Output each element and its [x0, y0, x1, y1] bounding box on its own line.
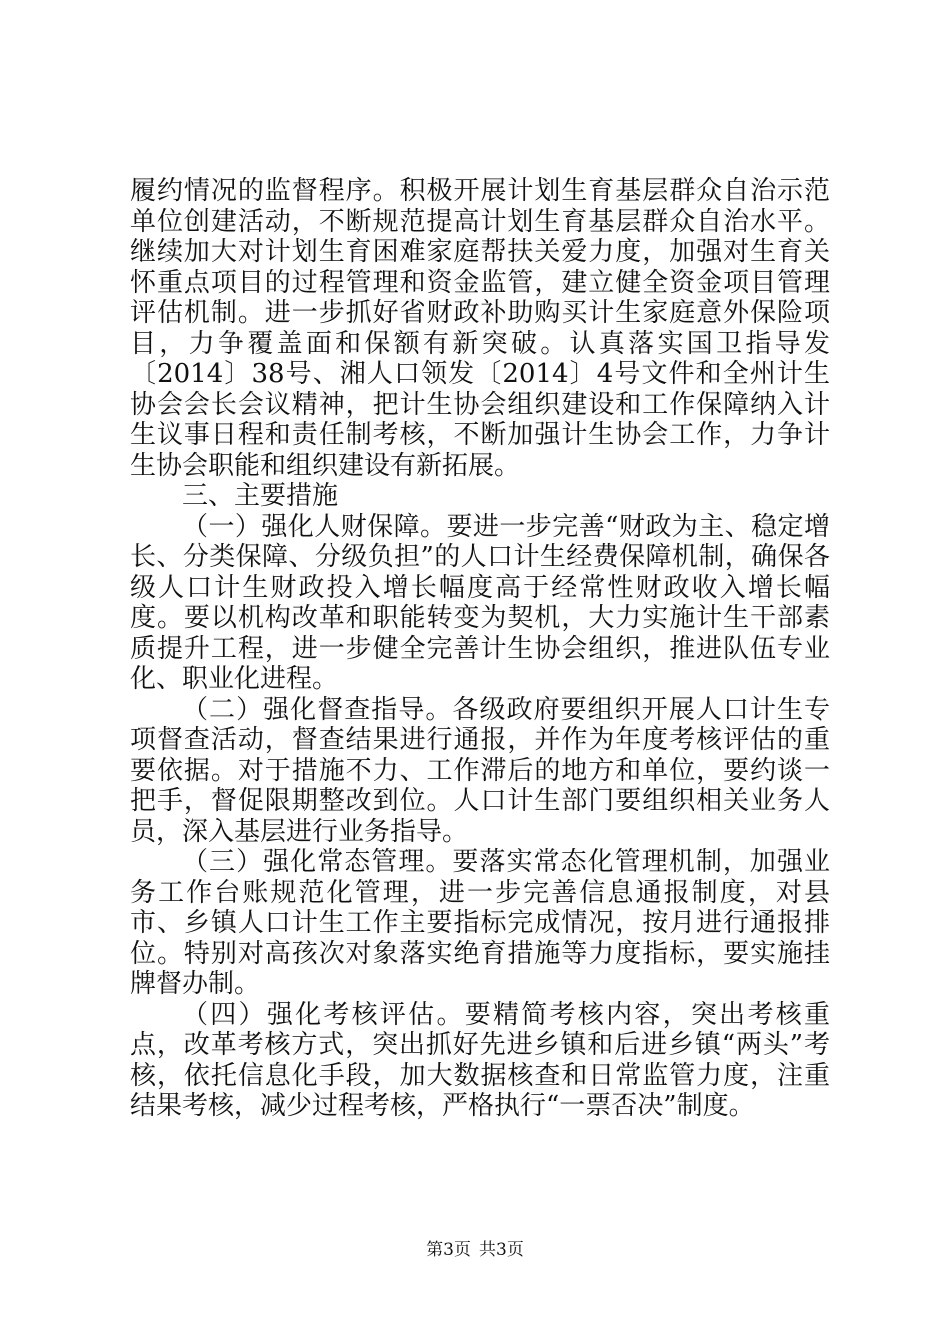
page-number-current: 第3页: [426, 1240, 471, 1260]
section-heading: 三、主要措施: [182, 481, 339, 511]
paragraph-continuation: 履约情况的监督程序。积极开展计划生育基层群众自治示范单位创建活动，不断规范提高计划生育基层群众自治水平。继续加大对计划生育困难家庭帮扶关爱力度，加强对生育关怀重点项目的过程管理和资金监管，建立健全资金项目管理评估机制。进一步抓好省财政补助购买计生家庭意外保险项目，力争覆盖面和保额有新突破。认真落实国卫指导发〔2014〕38号、湘人口领发〔2014〕4号文件和全州计生协会会长会议精神，把计生协会组织建设和工作保障纳入计生议事日程和责任制考核，不断加强计生协会工作，力争计生协会职能和组织建设有新拓展。: [130, 176, 830, 481]
page-number-total: 共3页: [479, 1240, 524, 1260]
paragraph-measure-2: （二）强化督查指导。各级政府要组织开展人口计生专项督查活动，督查结果进行通报，并作为年度考核评估的重要依据。对于措施不力、工作滞后的地方和单位，要约谈一把手，督促限期整改到位。人口计生部门要组织相关业务人员，深入基层进行业务指导。: [130, 694, 830, 847]
document-body: [130, 176, 830, 1122]
page-footer: [0, 1238, 950, 1262]
paragraph-measure-1: （一）强化人财保障。要进一步完善“财政为主、稳定增长、分类保障、分级负担”的人口计生经费保障机制，确保各级人口计生财政投入增长幅度高于经常性财政收入增长幅度。要以机构改革和职能转变为契机，大力实施计生干部素质提升工程，进一步健全完善计生协会组织，推进队伍专业化、职业化进程。: [130, 511, 830, 694]
paragraph-measure-4: （四）强化考核评估。要精简考核内容，突出考核重点，改革考核方式，突出抓好先进乡镇和后进乡镇“两头”考核，依托信息化手段，加大数据核查和日常监管力度，注重结果考核，减少过程考核，严格执行“一票否决”制度。: [130, 999, 830, 1121]
paragraph-measure-3: （三）强化常态管理。要落实常态化管理机制，加强业务工作台账规范化管理，进一步完善信息通报制度，对县市、乡镇人口计生工作主要指标完成情况，按月进行通报排位。特别对高孩次对象落实绝育措施等力度指标，要实施挂牌督办制。: [130, 847, 830, 999]
